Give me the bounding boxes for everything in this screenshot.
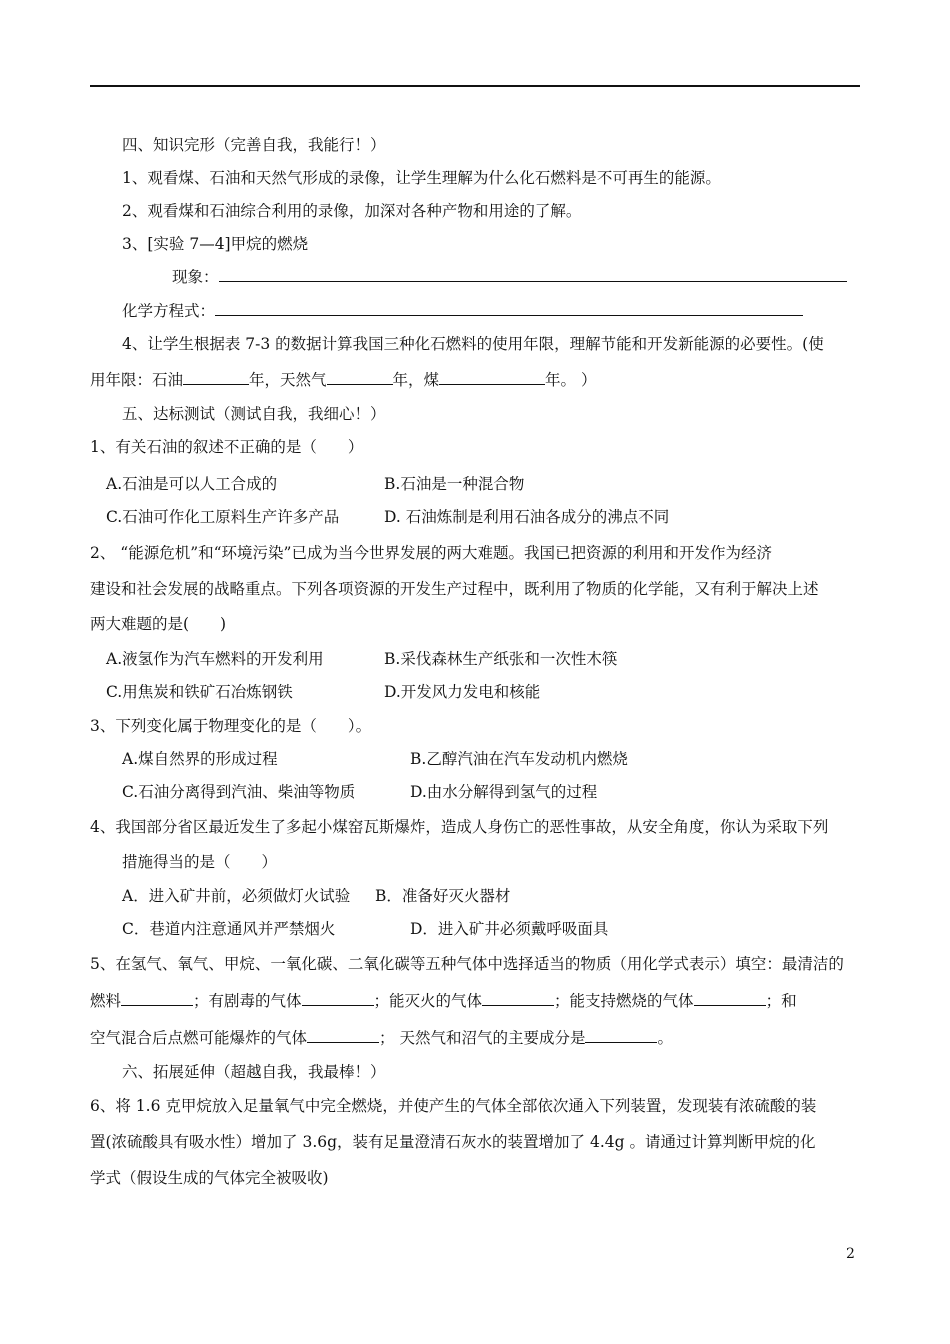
q6-line-3: 学式（假设生成的气体完全被吸收) — [90, 1169, 329, 1187]
equation-label: 化学方程式： — [122, 302, 216, 320]
section-5-heading: 五、达标测试（测试自我，我细心！） — [122, 405, 386, 423]
s4-item-4-line1: 4、让学生根据表 7-3 的数据计算我国三种化石燃料的使用年限，理解节能和开发新能源的必要性。(使 — [122, 335, 824, 353]
page-number: 2 — [846, 1246, 855, 1262]
s4-item-2: 2、观看煤和石油综合利用的录像，加深对各种产物和用途的了解。 — [122, 202, 582, 220]
q3-stem: 3、下列变化属于物理变化的是（ ）。 — [90, 717, 372, 735]
q5-extinguish-gas-blank[interactable] — [482, 991, 554, 1006]
equation-row — [122, 301, 803, 321]
q3-option-a[interactable]: A.煤自然界的形成过程 — [122, 750, 278, 768]
section-4-heading: 四、知识完形（完善自我，我能行！） — [122, 136, 386, 154]
years-gas-blank[interactable] — [327, 370, 393, 385]
years-coal-label: 年，煤 — [392, 371, 440, 389]
q1-option-b[interactable]: B.石油是一种混合物 — [384, 475, 525, 493]
q4-option-c[interactable]: C．巷道内注意通风并严禁烟火 — [122, 920, 336, 938]
q5-natural-gas-label: ； 天然气和沼气的主要成分是 — [379, 1029, 586, 1047]
q5-toxic-gas-label: ；有剧毒的气体 — [193, 992, 302, 1010]
q5-line-1: 5、在氢气、氧气、甲烷、一氧化碳、二氧化碳等五种气体中选择适当的物质（用化学式表示）填空：最清洁的 — [90, 955, 844, 973]
q5-support-combustion-label: ；能支持燃烧的气体 — [554, 992, 694, 1010]
q5-and-label: ；和 — [765, 992, 797, 1010]
phenomenon-blank[interactable] — [219, 267, 847, 282]
q5-clean-fuel-blank[interactable] — [121, 991, 193, 1006]
q1-stem: 1、有关石油的叙述不正确的是（ ） — [90, 438, 364, 456]
q5-explosive-gas-label: 空气混合后点燃可能爆炸的气体 — [90, 1029, 308, 1047]
q5-end: 。 — [657, 1029, 673, 1047]
q6-line-2: 置(浓硫酸具有吸水性）增加了 3.6g，装有足量澄清石灰水的装置增加了 4.4g 。请通过计算判断甲烷的化 — [90, 1133, 816, 1151]
q2-option-a[interactable]: A.液氢作为汽车燃料的开发利用 — [106, 650, 324, 668]
q1-option-a[interactable]: A.石油是可以人工合成的 — [106, 475, 278, 493]
years-coal-blank[interactable] — [439, 370, 545, 385]
header-rule — [90, 85, 860, 87]
years-oil-label: 用年限：石油 — [90, 371, 184, 389]
section-6-heading: 六、拓展延伸（超越自我，我最棒！） — [122, 1063, 386, 1081]
q4-line-2: 措施得当的是（ ） — [122, 853, 278, 871]
q5-toxic-gas-blank[interactable] — [302, 991, 374, 1006]
q5-line-3 — [90, 1028, 673, 1048]
years-oil-blank[interactable] — [183, 370, 249, 385]
q2-option-c[interactable]: C.用焦炭和铁矿石冶炼钢铁 — [106, 683, 293, 701]
q6-line-1: 6、将 1.6 克甲烷放入足量氧气中完全燃烧，并使产生的气体全部依次通入下列装置，发现装有浓硫酸的装 — [90, 1097, 817, 1115]
equation-blank[interactable] — [215, 301, 803, 316]
q5-clean-fuel-label: 燃料 — [90, 992, 122, 1010]
phenomenon-label: 现象： — [172, 268, 219, 286]
q4-option-d[interactable]: D．进入矿井必须戴呼吸面具 — [410, 920, 609, 938]
q2-line-1: 2、 “能源危机”和“环境污染”已成为当今世界发展的两大难题。我国已把资源的利用和开发作为经济 — [90, 544, 772, 562]
years-gas-label: 年，天然气 — [249, 371, 327, 389]
q4-option-a[interactable]: A．进入矿井前，必须做灯火试验 — [122, 887, 351, 905]
q1-option-c[interactable]: C.石油可作化工原料生产许多产品 — [106, 508, 340, 526]
s4-item-1: 1、观看煤、石油和天然气形成的录像，让学生理解为什么化石燃料是不可再生的能源。 — [122, 169, 721, 187]
q4-line-1: 4、我国部分省区最近发生了多起小煤窑瓦斯爆炸，造成人身伤亡的恶性事故，从安全角度，你认为采取下列 — [90, 818, 829, 836]
q5-support-combustion-blank[interactable] — [694, 991, 766, 1006]
s4-item-3: 3、[实验 7—4]甲烷的燃烧 — [122, 235, 309, 253]
q2-line-2: 建设和社会发展的战略重点。下列各项资源的开发生产过程中，既利用了物质的化学能，又有利于解决上述 — [90, 580, 819, 598]
q5-natural-gas-blank[interactable] — [585, 1028, 657, 1043]
years-end: 年。 ） — [545, 371, 597, 389]
s4-item-4-line2 — [90, 370, 596, 390]
q2-option-b[interactable]: B.采伐森林生产纸张和一次性木筷 — [384, 650, 618, 668]
q3-option-d[interactable]: D.由水分解得到氢气的过程 — [410, 783, 598, 801]
q5-extinguish-gas-label: ；能灭火的气体 — [373, 992, 483, 1010]
q4-option-b[interactable]: B．准备好灭火器材 — [375, 887, 511, 905]
q1-option-d[interactable]: D. 石油炼制是利用石油各成分的沸点不同 — [384, 508, 670, 526]
q3-option-c[interactable]: C.石油分离得到汽油、柴油等物质 — [122, 783, 356, 801]
q5-line-2 — [90, 991, 797, 1011]
q5-explosive-gas-blank[interactable] — [307, 1028, 379, 1043]
phenomenon-row — [172, 267, 847, 287]
q2-line-3: 两大难题的是( ) — [90, 615, 227, 633]
q2-option-d[interactable]: D.开发风力发电和核能 — [384, 683, 541, 701]
q3-option-b[interactable]: B.乙醇汽油在汽车发动机内燃烧 — [410, 750, 628, 768]
